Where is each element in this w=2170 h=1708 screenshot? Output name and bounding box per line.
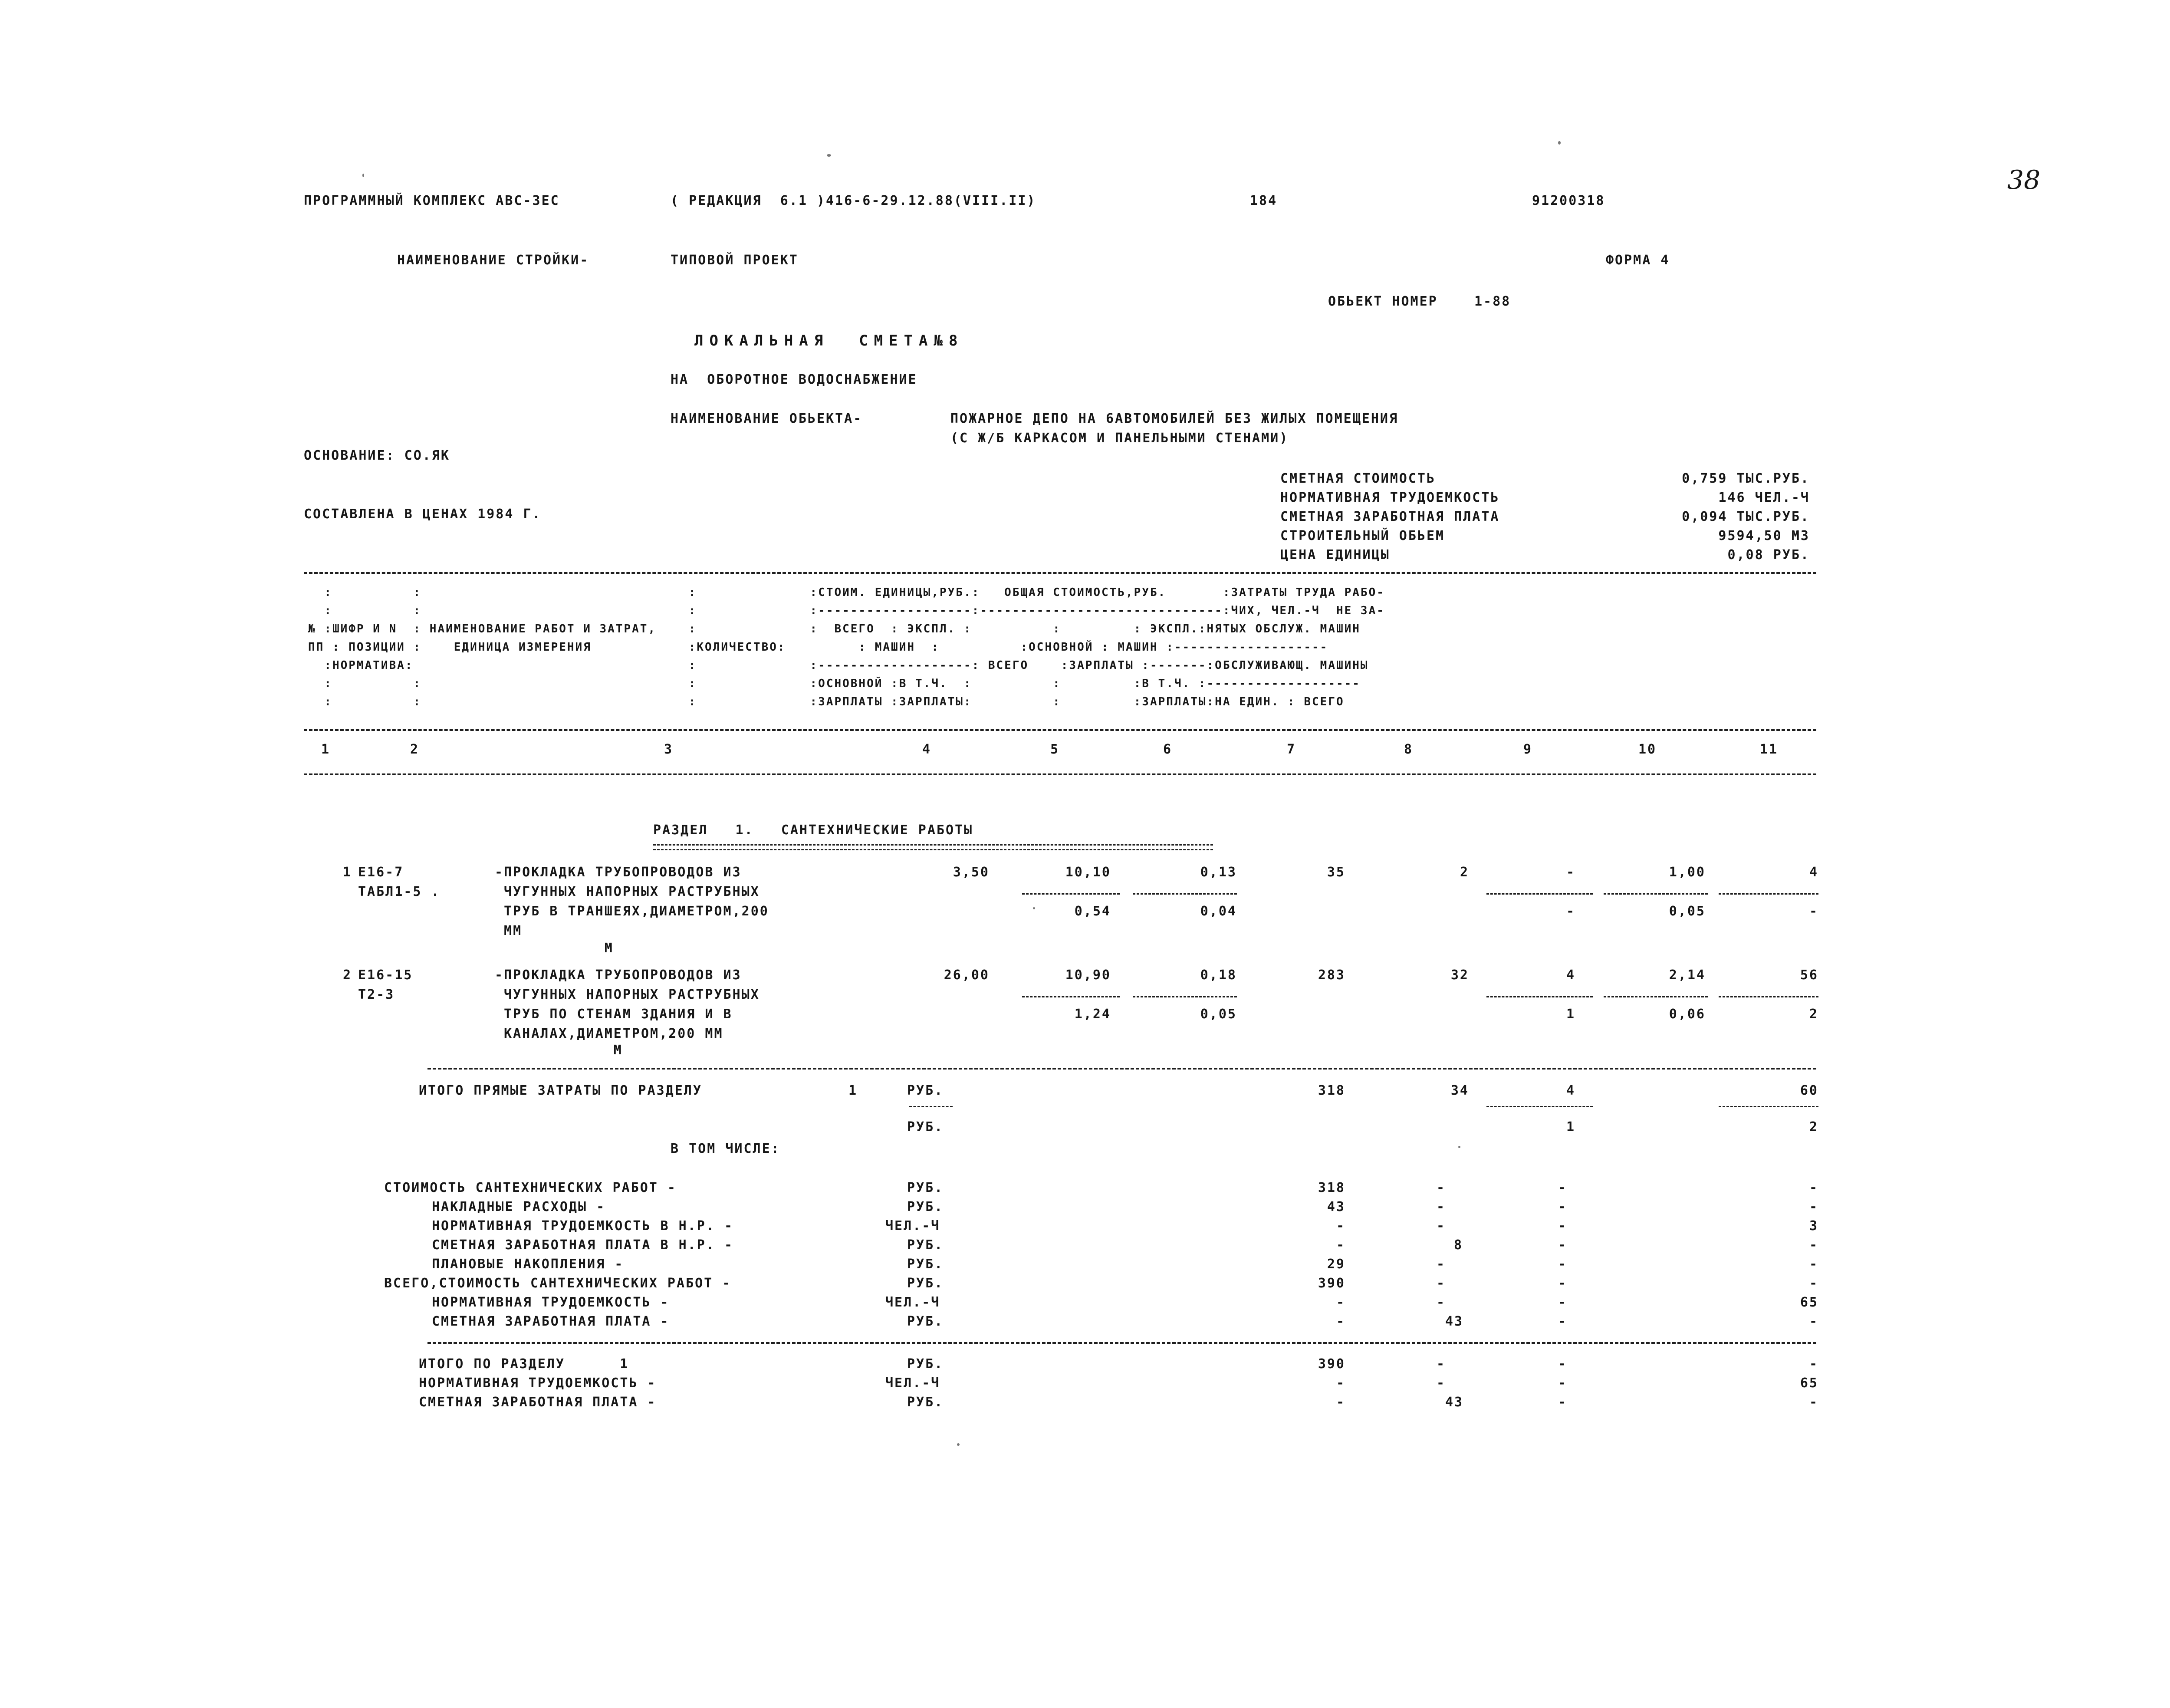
stroyka-value: ТИПОВОЙ ПРОЕКТ: [671, 253, 799, 268]
breakdown-wage: -: [1437, 1276, 1446, 1291]
sub-rule: [1719, 996, 1818, 997]
summary-value: 0,759 ТЫС.РУБ.: [1682, 471, 1810, 486]
breakdown-total: -: [1336, 1295, 1345, 1310]
direct-costs-total: 318: [1318, 1083, 1345, 1098]
norm-code: Е16-7: [358, 865, 404, 880]
breakdown-label: СМЕТНАЯ ЗАРАБОТНАЯ ПЛАТА -: [432, 1314, 670, 1329]
base-wage: 32: [1450, 968, 1469, 983]
column-number: 2: [410, 742, 420, 757]
section-total-cost: 390: [1318, 1356, 1345, 1372]
base-wage: 2: [1460, 865, 1469, 880]
breakdown-labor: 3: [1809, 1218, 1818, 1234]
section-total-cost: -: [1336, 1376, 1345, 1391]
edition: ( РЕДАКЦИЯ 6.1 )416-6-29.12.88(VIII.II): [671, 193, 1036, 208]
work-name-line: -ПРОКЛАДКА ТРУБОПРОВОДОВ ИЗ: [495, 968, 742, 983]
breakdown-label: СМЕТНАЯ ЗАРАБОТНАЯ ПЛАТА В Н.Р. -: [432, 1237, 734, 1253]
direct-costs-machine-wage: 1: [1566, 1119, 1575, 1135]
direct-costs-machine-labor: 2: [1809, 1119, 1818, 1135]
machine-labor-per-unit: 0,05: [1669, 904, 1706, 919]
summary-value: 146 ЧЕЛ.-Ч: [1718, 490, 1810, 505]
breakdown-machines: -: [1558, 1257, 1568, 1272]
breakdown-total: -: [1336, 1314, 1345, 1329]
breakdown-wage: -: [1437, 1199, 1446, 1214]
direct-costs-section-no: 1: [848, 1083, 858, 1098]
page-number: 184: [1250, 193, 1278, 208]
table-header-line: : : : :ЗАРПЛАТЫ :ЗАРПЛАТЫ: : :ЗАРПЛАТЫ:НА ЕДИН. : ВСЕГО: [308, 695, 1345, 708]
unit-base-wage: 1,24: [1074, 1007, 1111, 1022]
section-total-unit: ЧЕЛ.-Ч: [885, 1376, 940, 1391]
breakdown-labor: -: [1809, 1257, 1818, 1272]
section-total-unit: РУБ.: [907, 1395, 944, 1410]
direct-costs-labor: 60: [1800, 1083, 1818, 1098]
row-number: 1: [343, 865, 352, 880]
sub-rule: [1133, 893, 1237, 895]
sub-rule: [1604, 996, 1708, 997]
breakdown-machines: -: [1558, 1237, 1568, 1253]
object-name-line-1: ПОЖАРНОЕ ДЕПО НА 6АВТОМОБИЛЕЙ БЕЗ ЖИЛЫХ ПОМЕЩЕНИЯ: [950, 411, 1399, 426]
section-total-machines: -: [1558, 1395, 1568, 1410]
section-total-labor: 65: [1800, 1376, 1818, 1391]
work-name-line: ЧУГУННЫХ НАПОРНЫХ РАСТРУБНЫХ: [495, 987, 760, 1002]
summary-label: СМЕТНАЯ СТОИМОСТЬ: [1280, 471, 1436, 486]
direct-costs-unit: РУБ.: [907, 1083, 944, 1098]
summary-value: 0,094 ТЫС.РУБ.: [1682, 509, 1810, 524]
estimate-subtitle: НА ОБОРОТНОЕ ВОДОСНАБЖЕНИЕ: [671, 372, 917, 387]
column-number: 5: [1050, 742, 1060, 757]
unit-machine-wage: 0,05: [1200, 1007, 1237, 1022]
work-unit: М: [495, 1043, 623, 1058]
machine-labor-total: -: [1809, 904, 1818, 919]
breakdown-total: 29: [1327, 1257, 1345, 1272]
direct-costs-machines: 4: [1566, 1083, 1575, 1098]
table-header-line: № :ШИФР И N : НАИМЕНОВАНИЕ РАБОТ И ЗАТРАТ, : : ВСЕГО : ЭКСПЛ. : : : ЭКСПЛ.:НЯТЫХ ОБСЛУЖ. МАШИН: [308, 622, 1361, 635]
breakdown-label: НОРМАТИВНАЯ ТРУДОЕМКОСТЬ В Н.Р. -: [432, 1218, 734, 1234]
sub-rule: [1022, 996, 1120, 997]
breakdown-unit: ЧЕЛ.-Ч: [885, 1218, 940, 1234]
machine-labor-total: 2: [1809, 1007, 1818, 1022]
section-title: РАЗДЕЛ 1. САНТЕХНИЧЕСКИЕ РАБОТЫ: [653, 823, 973, 838]
breakdown-machines: -: [1558, 1218, 1568, 1234]
table-header-line: : : : :ОСНОВНОЙ :В Т.Ч. : : :В Т.Ч. :-------------------: [308, 677, 1361, 690]
section-total-wage: 43: [1445, 1395, 1464, 1410]
object-number: ОБЬЕКТ НОМЕР 1-88: [1328, 294, 1511, 309]
labor-per-unit: 2,14: [1669, 968, 1706, 983]
section-total-wage: -: [1437, 1356, 1446, 1372]
sub-rule: [909, 1106, 953, 1107]
work-unit: М: [495, 941, 614, 956]
work-name-line: КАНАЛАХ,ДИАМЕТРОМ,200 ММ: [495, 1026, 723, 1041]
sub-rule: [1719, 1106, 1818, 1107]
breakdown-machines: -: [1558, 1276, 1568, 1291]
section-title-underline: [653, 844, 1213, 850]
breakdown-total: 43: [1327, 1199, 1345, 1214]
column-number: 1: [321, 742, 331, 757]
labor-total: 56: [1800, 968, 1818, 983]
column-number: 7: [1287, 742, 1296, 757]
breakdown-labor: -: [1809, 1276, 1818, 1291]
norm-code: Е16-15: [358, 968, 413, 983]
scan-speck: [957, 1443, 960, 1446]
column-number: 10: [1638, 742, 1657, 757]
breakdown-wage: -: [1437, 1218, 1446, 1234]
breakdown-machines: -: [1558, 1314, 1568, 1329]
machine-cost: 4: [1566, 968, 1575, 983]
section-total-label: СМЕТНАЯ ЗАРАБОТНАЯ ПЛАТА -: [419, 1395, 657, 1410]
breakdown-wage: -: [1437, 1180, 1446, 1195]
total-cost: 35: [1327, 865, 1345, 880]
row-number: 2: [343, 968, 352, 983]
table-header-line: ПП : ПОЗИЦИИ : ЕДИНИЦА ИЗМЕРЕНИЯ :КОЛИЧЕСТВО: : МАШИН : :ОСНОВНОЙ : МАШИН :-------------------: [308, 641, 1328, 654]
section-total-machines: -: [1558, 1356, 1568, 1372]
section-total-unit: РУБ.: [907, 1356, 944, 1372]
sub-rule: [1486, 996, 1593, 997]
breakdown-machines: -: [1558, 1199, 1568, 1214]
price-base: СОСТАВЛЕНА В ЦЕНАХ 1984 Г.: [304, 507, 542, 522]
sub-rule: [1133, 996, 1237, 997]
breakdown-total: 390: [1318, 1276, 1345, 1291]
breakdown-wage: -: [1437, 1257, 1446, 1272]
machine-wage: 1: [1566, 1007, 1575, 1022]
machine-wage: -: [1566, 904, 1575, 919]
work-name-line: ММ: [495, 923, 523, 938]
unit-cost-total: 10,90: [1065, 968, 1111, 983]
scan-speck: [827, 154, 831, 157]
column-number: 4: [922, 742, 932, 757]
table-header-line: :НОРМАТИВА: : :-------------------: ВСЕГО :ЗАРПЛАТЫ :-------:ОБСЛУЖИВАЮЩ. МАШИНЫ: [308, 659, 1369, 672]
summary-value: 0,08 РУБ.: [1727, 547, 1810, 563]
unit-cost-total: 10,10: [1065, 865, 1111, 880]
stroyka-label: НАИМЕНОВАНИЕ СТРОЙКИ-: [397, 253, 589, 268]
items-end-rule: [427, 1068, 1816, 1070]
machine-labor-per-unit: 0,06: [1669, 1007, 1706, 1022]
labor-per-unit: 1,00: [1669, 865, 1706, 880]
breakdown-unit: РУБ.: [907, 1314, 944, 1329]
breakdown-unit: РУБ.: [907, 1199, 944, 1214]
sub-rule: [1022, 893, 1120, 895]
table-header-line: : : : :СТОИМ. ЕДИНИЦЫ,РУБ.: ОБЩАЯ СТОИМОСТЬ,РУБ. :ЗАТРАТЫ ТРУДА РАБО-: [308, 586, 1385, 599]
basis: ОСНОВАНИЕ: СО.ЯК: [304, 448, 450, 463]
summary-label: СМЕТНАЯ ЗАРАБОТНАЯ ПЛАТА: [1280, 509, 1500, 524]
breakdown-labor: -: [1809, 1199, 1818, 1214]
section-total-machines: -: [1558, 1376, 1568, 1391]
norm-code-table: Т2-3: [358, 987, 395, 1002]
column-number: 3: [664, 742, 674, 757]
work-name-line: ТРУБ ПО СТЕНАМ ЗДАНИЯ И В: [495, 1007, 733, 1022]
section-total-wage: -: [1437, 1376, 1446, 1391]
sub-rule: [1719, 893, 1818, 895]
scan-speck: [1033, 907, 1035, 909]
quantity: 3,50: [953, 865, 990, 880]
breakdown-wage: -: [1437, 1295, 1446, 1310]
unit-cost-machines: 0,13: [1200, 865, 1237, 880]
sub-rule: [1486, 893, 1593, 895]
breakdown-label: НАКЛАДНЫЕ РАСХОДЫ -: [432, 1199, 606, 1214]
section-totals-rule: [427, 1342, 1816, 1344]
breakdown-labor: -: [1809, 1180, 1818, 1195]
column-number: 11: [1760, 742, 1779, 757]
unit-machine-wage: 0,04: [1200, 904, 1237, 919]
section-total-label: НОРМАТИВНАЯ ТРУДОЕМКОСТЬ -: [419, 1376, 657, 1391]
breakdown-total: 318: [1318, 1180, 1345, 1195]
machine-cost: -: [1566, 865, 1575, 880]
breakdown-label: ПЛАНОВЫЕ НАКОПЛЕНИЯ -: [432, 1257, 624, 1272]
work-name-line: ТРУБ В ТРАНШЕЯХ,ДИАМЕТРОМ,200: [495, 904, 769, 919]
estimate-title: ЛОКАЛЬНАЯ СМЕТА№8: [694, 332, 964, 349]
scan-speck: [1458, 1146, 1460, 1148]
object-label: НАИМЕНОВАНИЕ ОБЬЕКТА-: [671, 411, 863, 426]
sub-rule: [1486, 1106, 1593, 1107]
direct-costs-label: ИТОГО ПРЯМЫЕ ЗАТРАТЫ ПО РАЗДЕЛУ: [419, 1083, 702, 1098]
breakdown-label: ВСЕГО,СТОИМОСТЬ САНТЕХНИЧЕСКИХ РАБОТ -: [384, 1276, 732, 1291]
labor-total: 4: [1809, 865, 1818, 880]
work-name-line: ЧУГУННЫХ НАПОРНЫХ РАСТРУБНЫХ: [495, 884, 760, 899]
breakdown-unit: РУБ.: [907, 1237, 944, 1253]
norm-code-table: ТАБЛ1-5 .: [358, 884, 441, 899]
form-number: ФОРМА 4: [1606, 253, 1670, 268]
sub-rule: [1604, 893, 1708, 895]
including-heading: В ТОМ ЧИСЛЕ:: [671, 1141, 780, 1156]
breakdown-wage: 43: [1445, 1314, 1464, 1329]
breakdown-unit: РУБ.: [907, 1276, 944, 1291]
unit-base-wage: 0,54: [1074, 904, 1111, 919]
total-cost: 283: [1318, 968, 1345, 983]
breakdown-labor: -: [1809, 1314, 1818, 1329]
scan-speck: [1558, 141, 1561, 145]
section-total-labor: -: [1809, 1395, 1818, 1410]
section-total-label: ИТОГО ПО РАЗДЕЛУ 1: [419, 1356, 629, 1372]
breakdown-unit: РУБ.: [907, 1257, 944, 1272]
section-total-labor: -: [1809, 1356, 1818, 1372]
quantity: 26,00: [944, 968, 990, 983]
direct-costs-base-wage: 34: [1450, 1083, 1469, 1098]
work-name-line: -ПРОКЛАДКА ТРУБОПРОВОДОВ ИЗ: [495, 865, 742, 880]
summary-value: 9594,50 М3: [1718, 528, 1810, 543]
table-header-line: : : : :-------------------:------------------------------:ЧИХ, ЧЕЛ.-Ч НЕ ЗА-: [308, 604, 1385, 617]
breakdown-total: -: [1336, 1237, 1345, 1253]
breakdown-unit: РУБ.: [907, 1180, 944, 1195]
column-number: 8: [1404, 742, 1414, 757]
handwritten-page-number: 38: [2007, 165, 2041, 195]
column-number: 9: [1523, 742, 1533, 757]
breakdown-labor: 65: [1800, 1295, 1818, 1310]
breakdown-machines: -: [1558, 1180, 1568, 1195]
direct-costs-unit-2: РУБ.: [907, 1119, 944, 1135]
column-number: 6: [1163, 742, 1173, 757]
scan-speck: [362, 174, 364, 177]
summary-label: НОРМАТИВНАЯ ТРУДОЕМКОСТЬ: [1280, 490, 1500, 505]
breakdown-labor: -: [1809, 1237, 1818, 1253]
breakdown-unit: ЧЕЛ.-Ч: [885, 1295, 940, 1310]
table-top-rule: [304, 572, 1816, 574]
breakdown-total: -: [1336, 1218, 1345, 1234]
table-header-rule: [304, 729, 1816, 731]
unit-cost-machines: 0,18: [1200, 968, 1237, 983]
document-code: 91200318: [1532, 193, 1605, 208]
breakdown-label: СТОИМОСТЬ САНТЕХНИЧЕСКИХ РАБОТ -: [384, 1180, 677, 1195]
system-line: ПРОГРАММНЫЙ КОМПЛЕКС АВС-3ЕС: [304, 193, 560, 208]
breakdown-machines: -: [1558, 1295, 1568, 1310]
section-total-cost: -: [1336, 1395, 1345, 1410]
breakdown-label: НОРМАТИВНАЯ ТРУДОЕМКОСТЬ -: [432, 1295, 670, 1310]
object-name-line-2: (С Ж/Б КАРКАСОМ И ПАНЕЛЬНЫМИ СТЕНАМИ): [950, 431, 1289, 446]
column-numbers-rule: [304, 773, 1816, 775]
breakdown-wage: 8: [1454, 1237, 1463, 1253]
summary-label: ЦЕНА ЕДИНИЦЫ: [1280, 547, 1390, 563]
summary-label: СТРОИТЕЛЬНЫЙ ОБЬЕМ: [1280, 528, 1445, 543]
